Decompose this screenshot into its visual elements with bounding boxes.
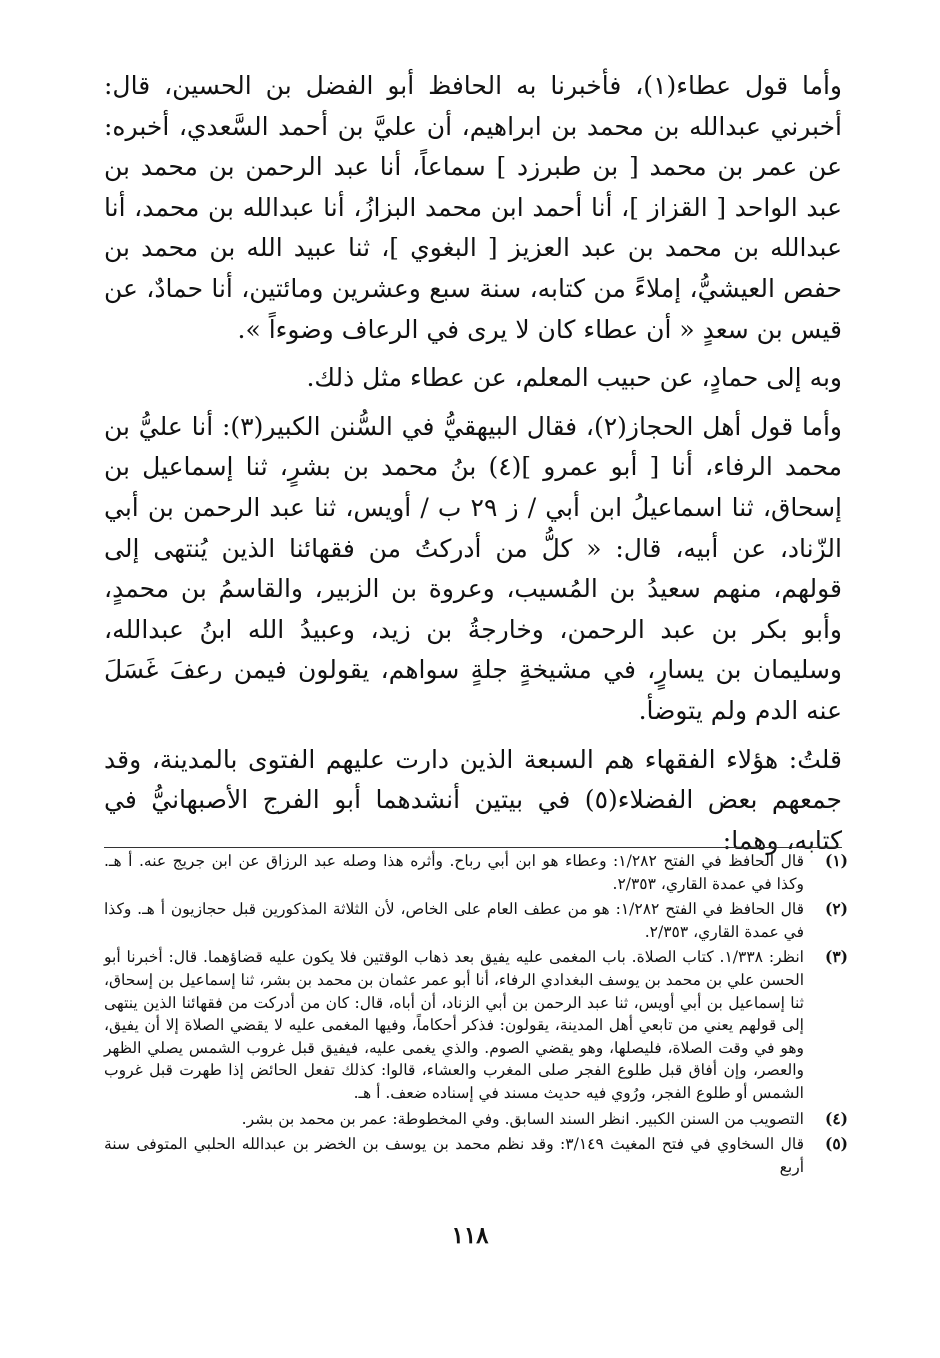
footnote-text: قال السخاوي في فتح المغيث ٣/١٤٩: وقد نظم محمد بن يوسف بن الخضر بن عبدالله الحلبي المتوفى سنة أربع bbox=[104, 1135, 804, 1176]
footnote-text: التصويب من السنن الكبير. انظر السند السابق. وفي المخطوطة: عمر بن محمد بن بشر. bbox=[241, 1109, 804, 1128]
footnote-text: انظر: ١/٣٣٨. كتاب الصلاة. باب المغمى عليه يفيق بعد ذهاب الوقتين فلا يكون عليه قضاؤهما. قال: أخبرنا أبو الحسن علي بن محمد بن يوسف البغدادي الرفاء، أنا أبو عمر عثمان بن محمد بن بشر، ثنا إسماعيل بن إسحاق، ثنا إسماعيل بن أبي أويس، ثنا عبد الرحمن بن أبي الزناد، أن أباه، قال: كان من أدركت من فقهائنا الذين ينتهى إلى قولهم يعني من تابعي أهل المدينة، يقولون: فذكر أحكاماً، وفيها المغمى عليه لا يقضي الصلاة إلا أن يفيق، وهو في وقت الصلاة، فليصلها، وهو يقضي الصوم. والذي يغمى عليه، فيفيق قبل غروب الشمس يصلي الظهر والعصر، وإن أفاق قبل طلوع الفجر صلى المغرب والعشاء، قالوا: كذلك تفعل الحائض إذا طهرت قبل غروب الشمس أو طلوع الفجر، ورُوي فيه حديث مسند في إسناده ضعف. أ هـ. bbox=[104, 948, 804, 1102]
paragraph-hammad-chain: وبه إلى حمادٍ، عن حبيب المعلم، عن عطاء مثل ذلك. bbox=[306, 363, 842, 393]
footnotes bbox=[104, 850, 848, 1181]
footnote-number: (٤) bbox=[824, 1108, 848, 1128]
footnote-5 bbox=[104, 1133, 848, 1178]
footnote-4 bbox=[104, 1108, 848, 1131]
main-text bbox=[104, 66, 842, 861]
page-number: ١١٨ bbox=[451, 1222, 489, 1249]
footnote-number: (٢) bbox=[824, 899, 848, 919]
footnote-text: قال الحافظ في الفتح ١/٢٨٢: وعطاء هو ابن أبي رباح. وأثره هذا وصله عبد الرزاق عن ابن جريج عنه. أ هـ. وكذا في عمدة القاري، ٢/٣٥٣. bbox=[104, 852, 804, 893]
footnote-3 bbox=[104, 946, 848, 1104]
footnote-number: (٥) bbox=[824, 1134, 848, 1154]
footnote-1 bbox=[104, 850, 848, 895]
footnote-number: (٣) bbox=[824, 947, 848, 967]
footnote-text: قال الحافظ في الفتح ١/٢٨٢: هو من عطف العام على الخاص، لأن الثلاثة المذكورين قبل حجازيون أ هـ. وكذا في عمدة القاري، ٢/٣٥٣. bbox=[104, 900, 804, 941]
paragraph-ata-quote: وأما قول عطاء(١)، فأخبرنا به الحافظ أبو الفضل بن الحسين، قال: أخبرني عبدالله بن محمد بن ابراهيم، أن عليَّ بن أحمد السَّعدي، أخبره: عن عمر بن محمد [ بن طبرزد ] سماعاً، أنا عبد الرحمن بن محمد بن عبد الواحد [ القزاز ]، أنا أحمد ابن محمد البزازُ، أنا عبدالله بن محمد، أنا عبدالله بن محمد بن عبد العزيز [ البغوي ]، ثنا عبيد الله بن محمد بن حفص العيشيُّ، إملاءً من كتابه، سنة سبع وعشرين ومائتين، أنا حمادٌ، عن قيس بن سعدٍ « أن عطاء كان لا يرى في الرعاف وضوءاً ». bbox=[104, 71, 842, 344]
footnote-separator bbox=[104, 847, 842, 848]
paragraph-seven-jurists: قلتُ: هؤلاء الفقهاء هم السبعة الذين دارت عليهم الفتوى بالمدينة، وقد جمعهم بعض الفضلاء(٥) في بيتين أنشدهما أبو الفرج الأصبهانيُّ في كتابه، وهما: bbox=[104, 744, 842, 855]
footnote-2 bbox=[104, 898, 848, 943]
paragraph-hijaz-quote: وأما قول أهل الحجاز(٢)، فقال البيهقيُّ في السُّنن الكبير(٣): أنا عليُّ بن محمد الرفاء، أنا [ أبو عمرو ](٤) بنُ محمد بن بشرٍ، ثنا إسماعيل بن إسحاق، ثنا اسماعيلُ ابن أبي / ز ٢٩ ب / أويس، ثنا عبد الرحمن بن أبي الزّناد، عن أبيه، قال: « كلُّ من أدركتُ من فقهائنا الذين يُنتهى إلى قولهم، منهم سعيدُ بن المُسيب، وعروة بن الزبير، والقاسمُ بن محمدٍ، وأبو بكر بن عبد الرحمن، وخارجةُ بن زيد، وعبيدُ الله ابنُ عبدالله، وسليمان بن يسارٍ، في مشيخةٍ جلةٍ سواهم، يقولون فيمن رعفَ غَسَلَ عنه الدم ولم يتوضأ. bbox=[104, 411, 842, 725]
footnote-number: (١) bbox=[824, 851, 848, 870]
